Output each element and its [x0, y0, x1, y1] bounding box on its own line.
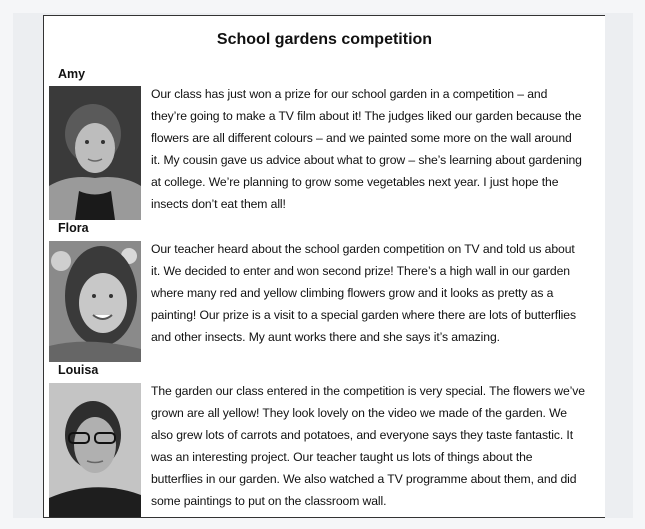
text-line: some paintings to put on the classroom wall. — [151, 494, 387, 508]
text-line: they’re going to make a TV film about it! The judges liked our garden because the — [151, 109, 582, 123]
text-line: painting! Our prize is a visit to a special garden where there are lots of butterflies — [151, 308, 576, 322]
page-title: School gardens competition — [216, 31, 433, 48]
text-line: grown are all yellow! They look lovely on the video we made of the garden. We — [151, 406, 567, 420]
entry-text-louisa — [151, 380, 585, 512]
text-line: butterflies in our garden. We also watched a TV programme about them, and did — [151, 472, 577, 486]
text-line: at college. We’re planning to grow some vegetables next year. I just hope the — [151, 175, 559, 189]
text-line: flowers are all different colours – and we painted some more on the wall around — [151, 131, 572, 145]
photo-louisa — [49, 383, 141, 517]
text-line: and other insects. My aunt works there and she says it’s amazing. — [151, 330, 500, 344]
text-line: Our class has just won a prize for our school garden in a competition – and — [151, 87, 548, 101]
text-line: Our teacher heard about the school garden competition on TV and told us about — [151, 242, 575, 256]
document-panel — [43, 15, 605, 518]
text-line: it. My cousin gave us advice about what to grow – she’s learning about gardening — [151, 153, 582, 167]
entry-name-flora: Flora — [58, 221, 89, 235]
text-line: also grew lots of carrots and potatoes, and everyone says they taste fantastic. It — [151, 428, 573, 442]
text-line: where many red and yellow climbing flowers grow and it looks as pretty as a — [151, 286, 554, 300]
entry-name-amy: Amy — [58, 67, 86, 81]
photo-flora — [49, 241, 141, 362]
text-line: The garden our class entered in the competition is very special. The flowers we’ve — [151, 384, 585, 398]
text-line: insects don’t eat them all! — [151, 197, 286, 211]
entry-name-louisa: Louisa — [58, 363, 99, 377]
entry-text-flora — [151, 238, 576, 348]
text-line: it. We decided to enter and won second prize! There’s a high wall in our garden — [151, 264, 570, 278]
text-line: was an interesting project. Our teacher taught us lots of things about the — [151, 450, 533, 464]
photo-amy — [49, 86, 141, 220]
entry-text-amy — [151, 83, 582, 215]
